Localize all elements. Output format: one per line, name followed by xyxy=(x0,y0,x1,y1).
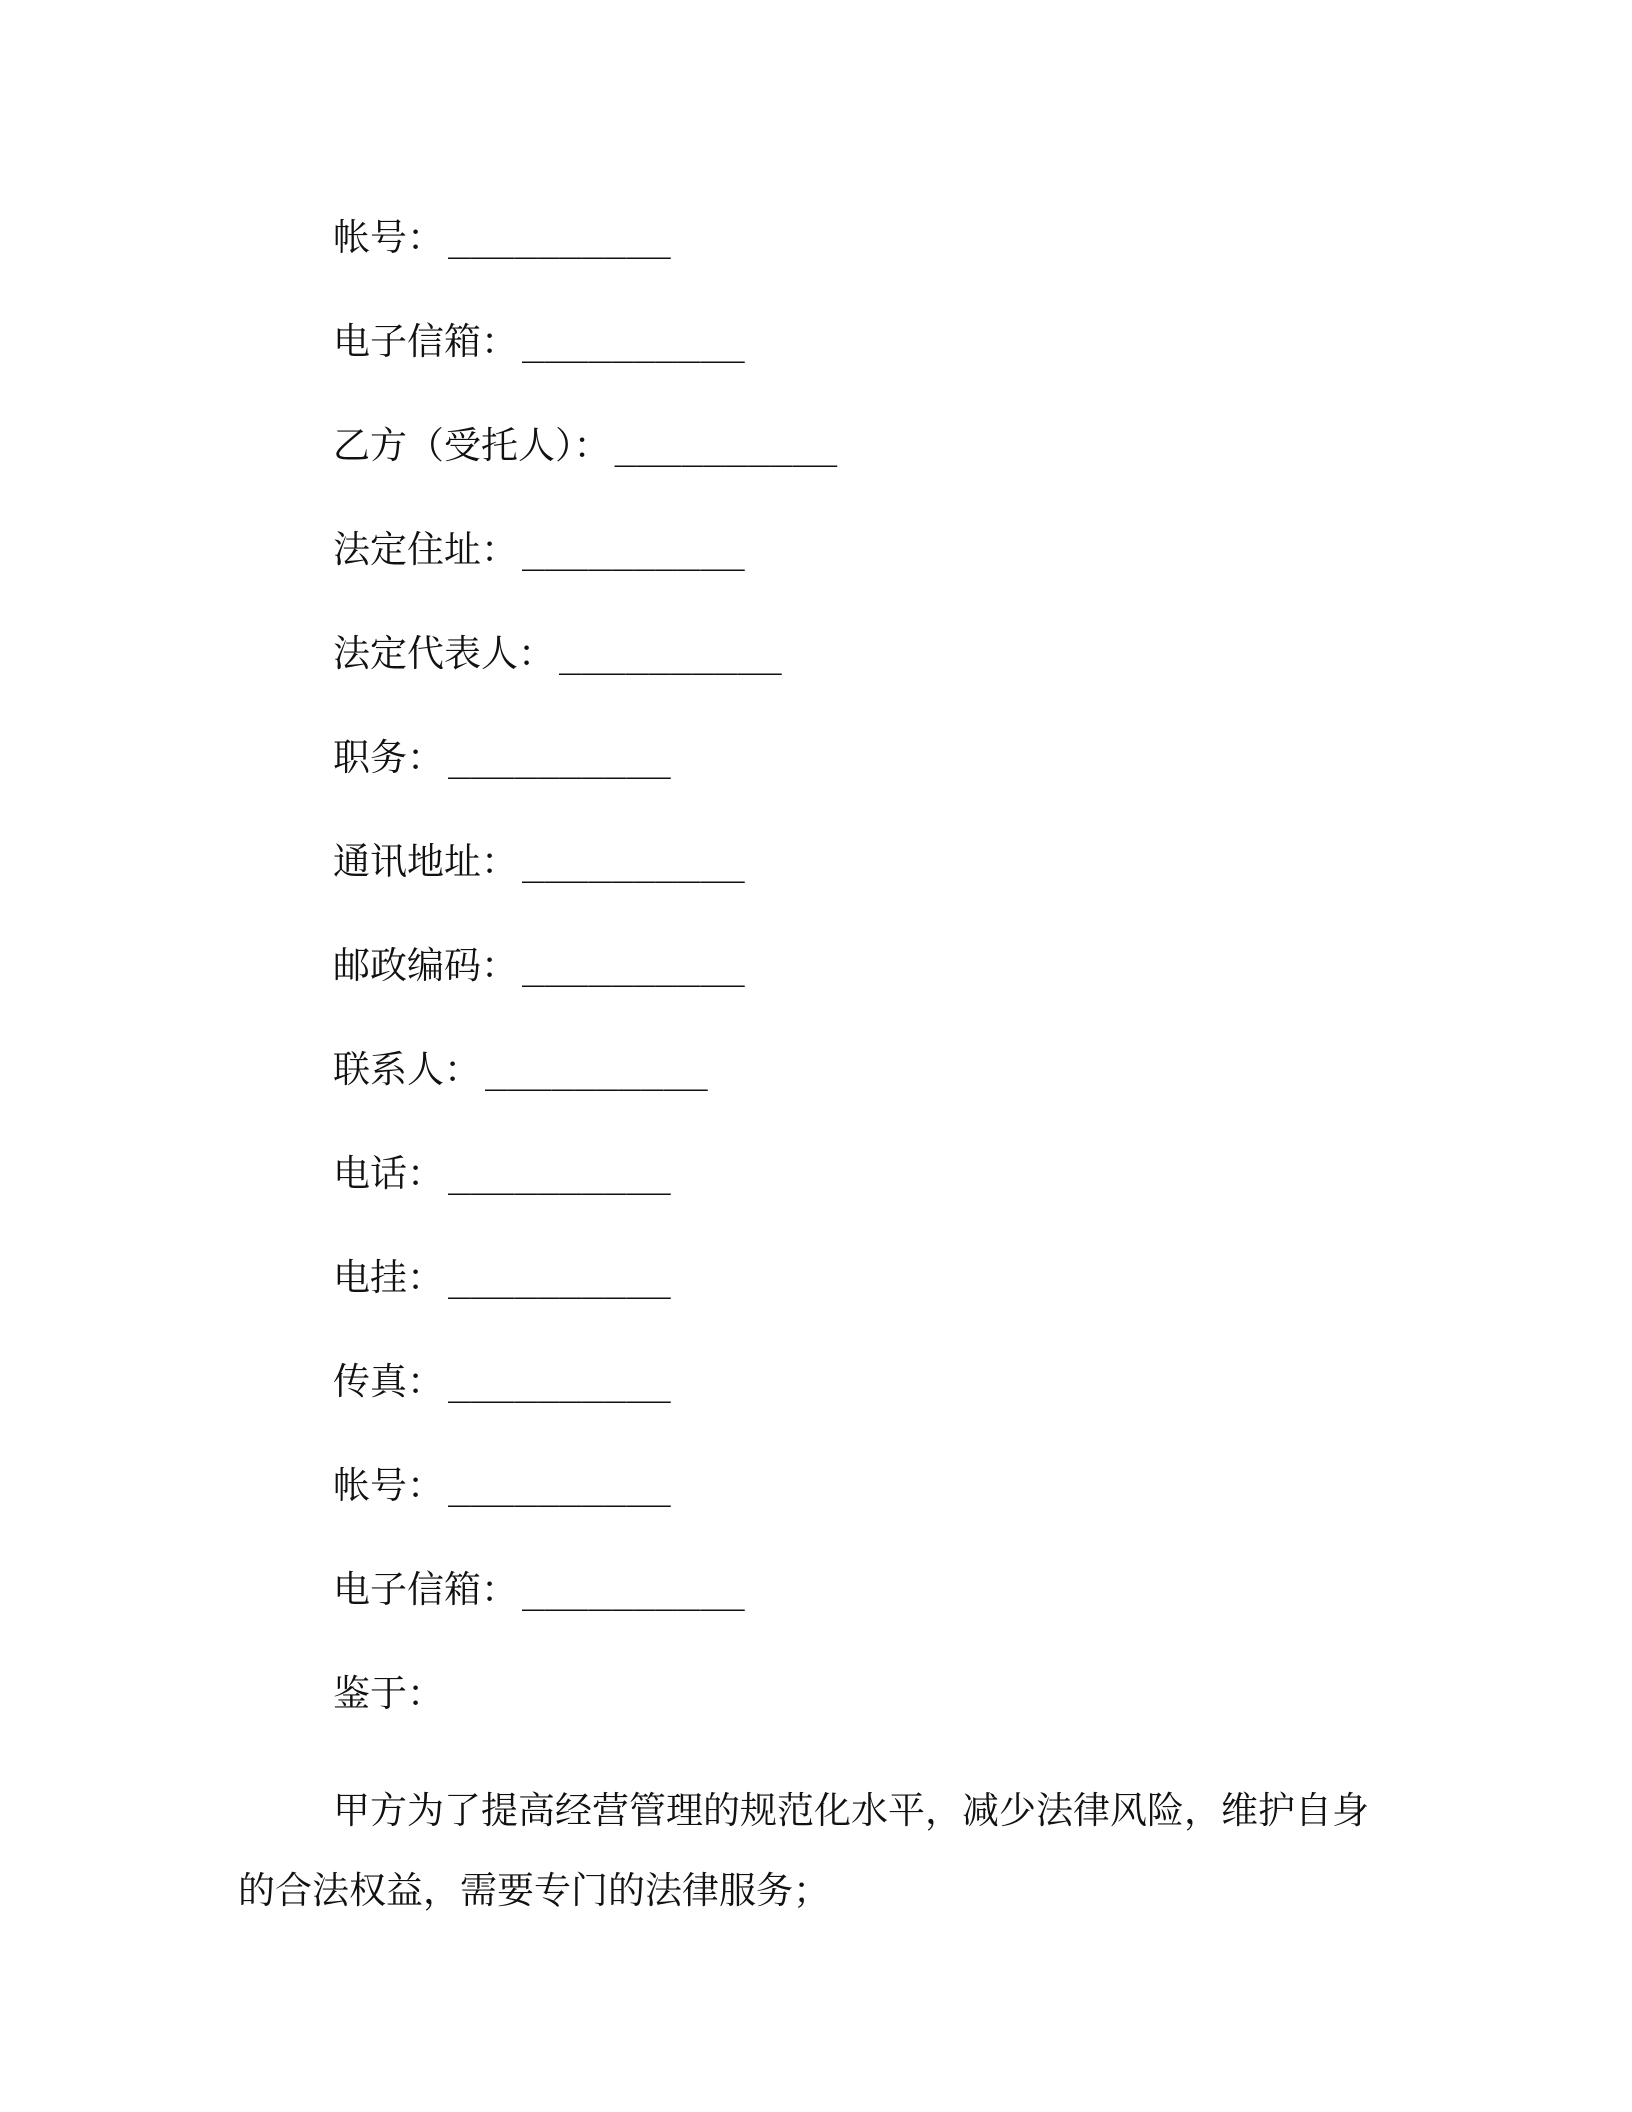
field-postal-code xyxy=(333,914,1433,1018)
field-position xyxy=(333,706,1433,810)
field-blank: __________ xyxy=(448,216,671,259)
field-label: 通讯地址： xyxy=(333,840,518,883)
field-label: 电话： xyxy=(333,1152,444,1195)
field-blank: __________ xyxy=(522,944,745,987)
field-label: 邮政编码： xyxy=(333,944,518,987)
field-email-a xyxy=(333,290,1433,394)
field-blank: __________ xyxy=(485,1048,708,1091)
field-contact-person xyxy=(333,1018,1433,1122)
field-mailing-address xyxy=(333,810,1433,914)
field-blank: __________ xyxy=(522,320,745,363)
field-legal-address xyxy=(333,498,1433,602)
field-blank: __________ xyxy=(448,1256,671,1299)
field-blank: __________ xyxy=(448,1360,671,1403)
field-label: 电子信箱： xyxy=(333,320,518,363)
field-label: 传真： xyxy=(333,1360,444,1403)
whereas-heading: 鉴于： xyxy=(333,1672,444,1715)
field-label: 帐号： xyxy=(333,216,444,259)
field-label: 电子信箱： xyxy=(333,1568,518,1611)
field-blank: __________ xyxy=(448,1464,671,1507)
field-label: 电挂： xyxy=(333,1256,444,1299)
whereas-paragraph: 甲方为了提高经营管理的规范化水平，减少法律风险，维护自身的合法权益，需要专门的法律服务； xyxy=(238,1789,1369,1912)
field-label: 乙方（受托人）： xyxy=(333,424,611,467)
field-cable xyxy=(333,1226,1433,1330)
field-phone xyxy=(333,1122,1433,1226)
field-blank: __________ xyxy=(614,424,838,467)
field-email-b xyxy=(333,1538,1433,1642)
field-legal-representative xyxy=(333,602,1433,706)
field-account-b xyxy=(333,1434,1433,1538)
field-blank: __________ xyxy=(522,840,745,883)
field-blank: __________ xyxy=(522,528,745,571)
field-label: 职务： xyxy=(333,736,444,779)
field-label: 联系人： xyxy=(333,1048,481,1091)
field-blank: __________ xyxy=(448,1152,671,1195)
field-blank: __________ xyxy=(559,632,782,675)
field-blank: __________ xyxy=(522,1568,745,1611)
field-fax xyxy=(333,1330,1433,1434)
field-account-a xyxy=(333,186,1433,290)
field-label: 法定住址： xyxy=(333,528,518,571)
field-blank: __________ xyxy=(448,736,671,779)
field-label: 法定代表人： xyxy=(333,632,555,675)
party-info-list xyxy=(333,186,1433,1746)
field-label: 帐号： xyxy=(333,1464,444,1507)
field-party-b xyxy=(333,394,1433,498)
field-whereas xyxy=(333,1642,1433,1746)
